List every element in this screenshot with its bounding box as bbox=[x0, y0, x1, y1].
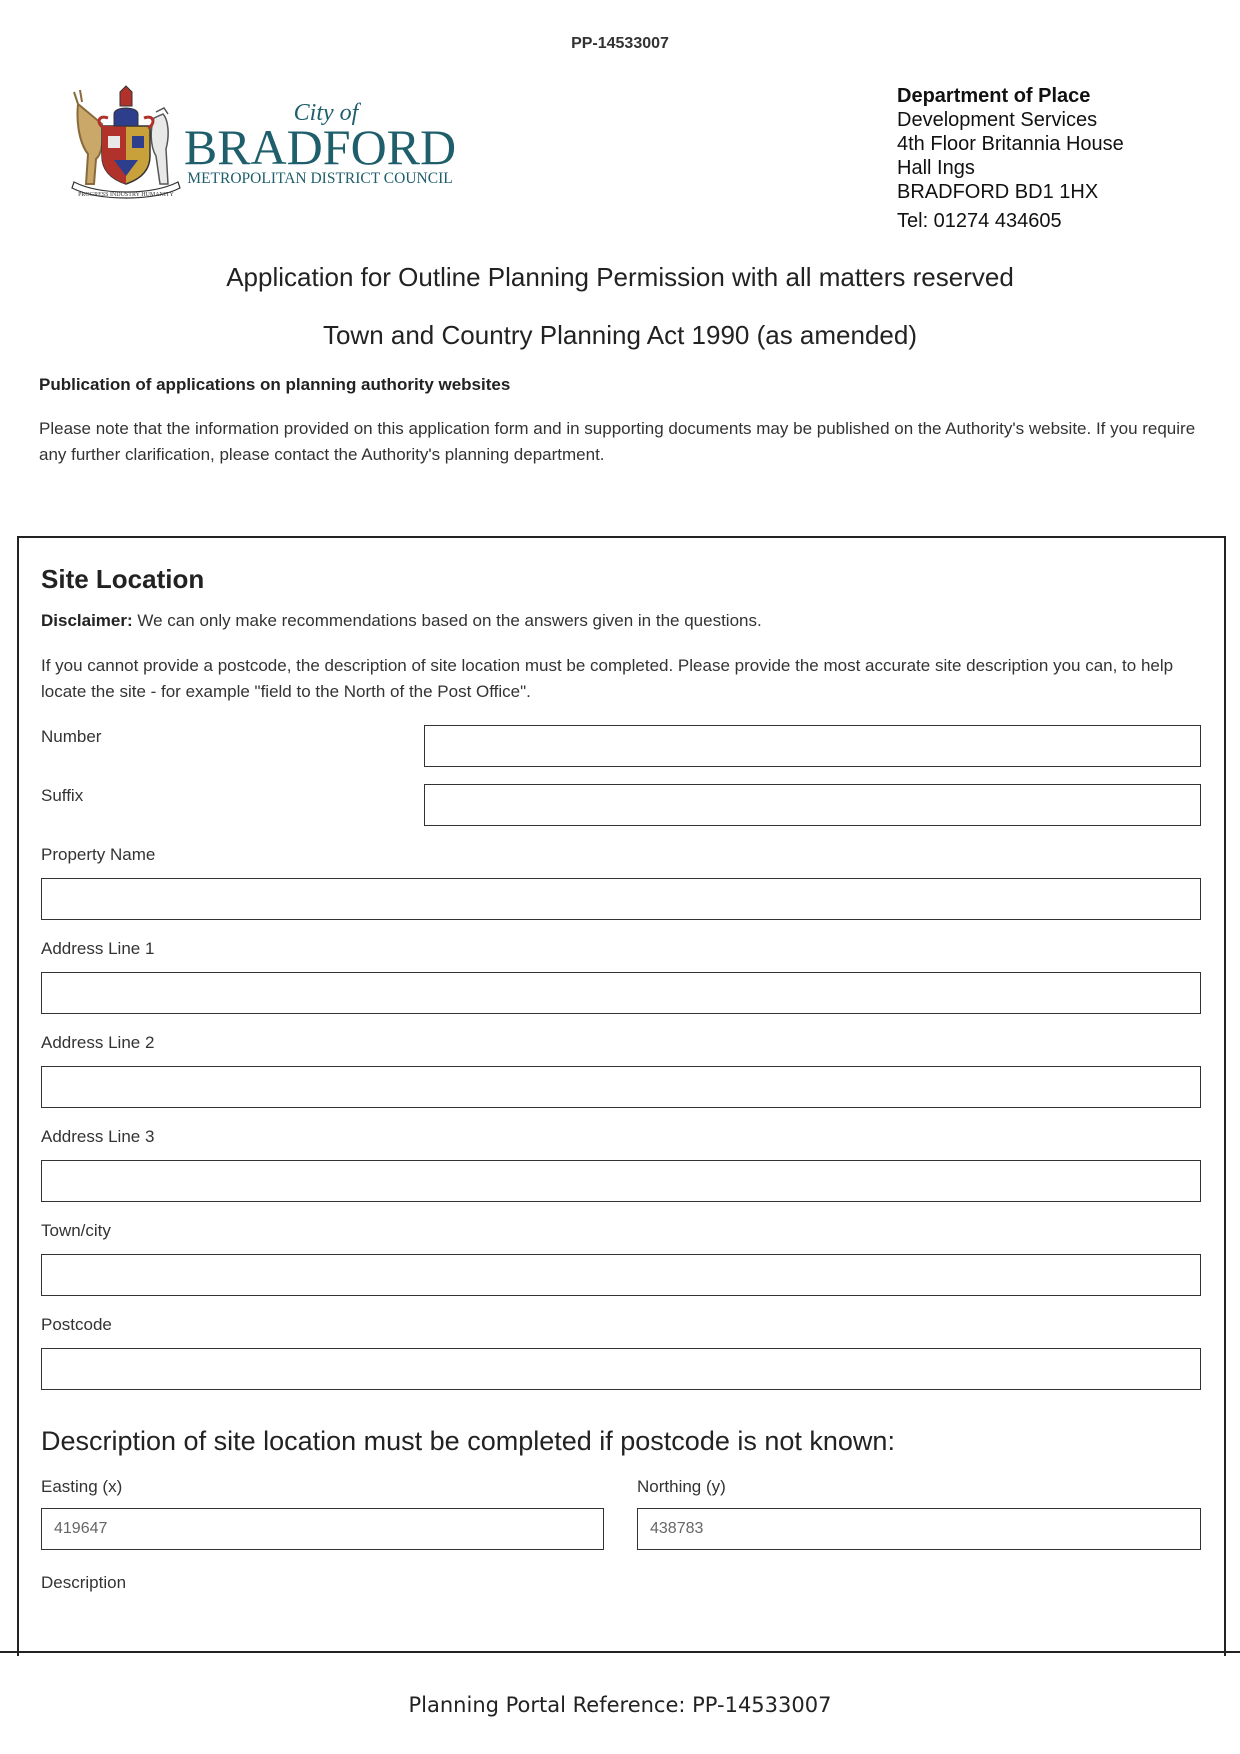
footer-reference: Planning Portal Reference: PP-14533007 bbox=[408, 1693, 832, 1717]
postcode-field[interactable] bbox=[41, 1348, 1201, 1390]
bradford-council-logo bbox=[68, 84, 488, 204]
disclaimer-label: Disclaimer: bbox=[41, 611, 133, 630]
postcode-label: Postcode bbox=[41, 1315, 112, 1334]
coat-of-arms-icon bbox=[72, 86, 180, 198]
address-line-3-field[interactable] bbox=[41, 1160, 1201, 1202]
postcode-note: If you cannot provide a postcode, the description of site location must be completed. Please provide the most accurate site description you can, to help locate the site - for example "field to the North of the Post Office". bbox=[41, 656, 1174, 701]
form-title: Application for Outline Planning Permission with all matters reserved bbox=[226, 262, 1014, 292]
section-heading: Site Location bbox=[41, 564, 205, 594]
address-line: Hall Ings bbox=[897, 157, 975, 179]
northing-label: Northing (y) bbox=[637, 1477, 726, 1496]
northing-field[interactable]: 438783 bbox=[637, 1508, 1201, 1550]
department-name: Department of Place bbox=[897, 85, 1091, 107]
address-line-3-label: Address Line 3 bbox=[41, 1127, 155, 1146]
town-city-field[interactable] bbox=[41, 1254, 1201, 1296]
address-line-1-label: Address Line 1 bbox=[41, 939, 155, 958]
town-city-label: Town/city bbox=[41, 1221, 111, 1240]
disclaimer-text: We can only make recommendations based on the answers given in the questions. bbox=[132, 611, 762, 630]
logo-motto: PROGRESS INDUSTRY HUMANITY bbox=[78, 192, 174, 198]
document-reference: PP-14533007 bbox=[571, 35, 669, 52]
address-line: BRADFORD BD1 1HX bbox=[897, 181, 1099, 203]
property-name-label: Property Name bbox=[41, 845, 156, 864]
description-heading: Description of site location must be completed if postcode is not known: bbox=[41, 1426, 895, 1456]
property-name-field[interactable] bbox=[41, 878, 1201, 920]
description-label: Description bbox=[41, 1573, 127, 1592]
publication-heading: Publication of applications on planning authority websites bbox=[39, 375, 511, 394]
telephone: Tel: 01274 434605 bbox=[897, 210, 1062, 232]
logo-council: METROPOLITAN DISTRICT COUNCIL bbox=[187, 170, 453, 187]
number-label: Number bbox=[41, 727, 102, 746]
easting-field[interactable]: 419647 bbox=[41, 1508, 604, 1550]
number-field[interactable] bbox=[424, 725, 1201, 767]
suffix-label: Suffix bbox=[41, 786, 84, 805]
site-location-section bbox=[17, 536, 1226, 1656]
suffix-field[interactable] bbox=[424, 784, 1201, 826]
address-line-2-label: Address Line 2 bbox=[41, 1033, 155, 1052]
footer-divider bbox=[0, 1651, 1240, 1653]
disclaimer bbox=[41, 611, 762, 631]
address-line: 4th Floor Britannia House bbox=[897, 133, 1124, 155]
address-line-2-field[interactable] bbox=[41, 1066, 1201, 1108]
logo-city-of: City of bbox=[293, 100, 359, 126]
address-line: Development Services bbox=[897, 109, 1098, 131]
logo-bradford: BRADFORD bbox=[183, 119, 457, 175]
easting-label: Easting (x) bbox=[41, 1477, 123, 1496]
address-line-1-field[interactable] bbox=[41, 972, 1201, 1014]
publication-text: Please note that the information provided on this application form and in supporting documents may be published on the Authority's website. If you require any further clarification, please contact the Authority's planning department. bbox=[39, 419, 1196, 464]
form-subtitle: Town and Country Planning Act 1990 (as amended) bbox=[322, 320, 918, 350]
department-address bbox=[897, 84, 1124, 233]
